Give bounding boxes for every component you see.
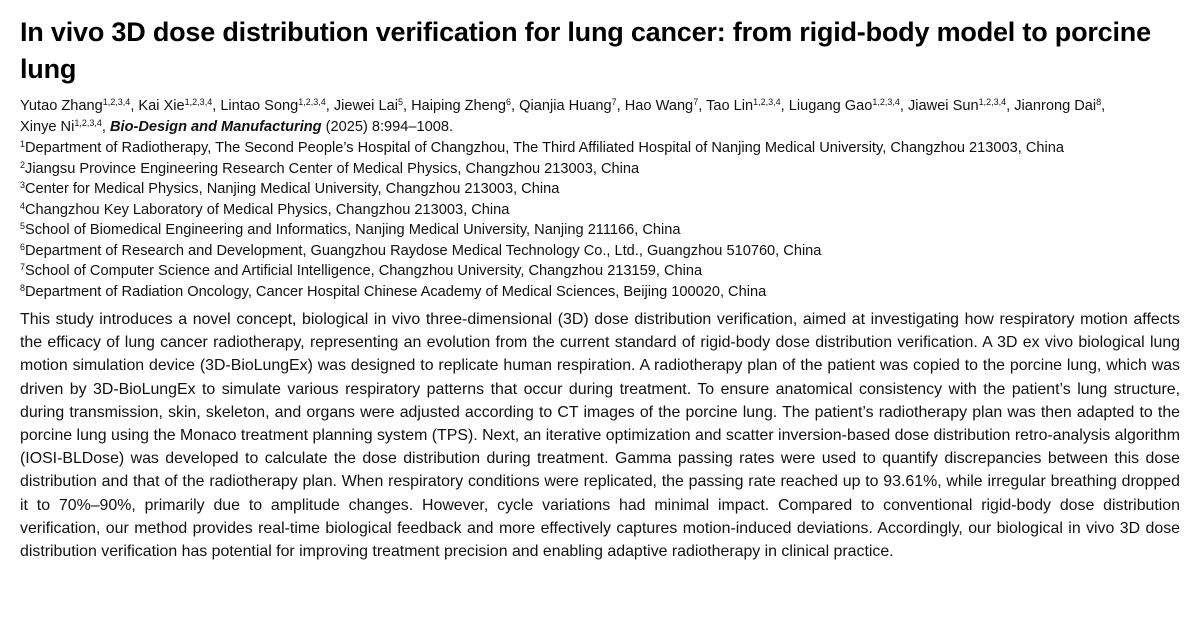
affiliation-number: 3 (20, 180, 26, 190)
author (20, 98, 130, 114)
author (334, 98, 403, 114)
affiliation (20, 179, 1180, 200)
author (789, 98, 900, 114)
author (20, 119, 102, 135)
author-affiliation-marker: 1,2,3,4 (753, 97, 781, 107)
author (220, 98, 325, 114)
author-name: Jiewei Lai (333, 98, 398, 114)
affiliation-text: Department of Radiotherapy, The Second People’s Hospital of Changzhou, The Third Affiliated Hospital of Nanjing Medical University, Changzhou 213003, China (25, 140, 1064, 156)
author-affiliation-marker: 8 (1096, 97, 1102, 107)
author-name: Liugang Gao (788, 98, 873, 114)
affiliation-number: 2 (20, 159, 26, 170)
author (138, 98, 212, 114)
author (625, 98, 698, 114)
author (908, 98, 1006, 114)
author-affiliation-marker: 6 (506, 97, 512, 107)
author-affiliation-marker: 1,2,3,4 (74, 118, 102, 128)
author-affiliation-marker: 1,2,3,4 (102, 97, 131, 107)
affiliation-text: School of Computer Science and Artificial Intelligence, Changzhou University, Changzhou 213159, China (25, 263, 703, 279)
author-name: Hao Wang (624, 98, 694, 114)
author-affiliation-marker: 7 (611, 97, 617, 107)
affiliation-text: Department of Research and Development, Guangzhou Raydose Medical Technology Co., Ltd., Guangzhou 510760, China (25, 242, 822, 259)
author (706, 98, 781, 114)
journal-name: Bio-Design and Manufacturing (109, 119, 322, 135)
author-list: Yutao Zhang$^{1,2,3,4}$, Kai Xie$^{1,2,3,4}$, Lintao Song$^{1,2,3,4}$, Jiewei Lai$^5$, Haiping Zheng$^6$, Qianjia Huang$^7$, Hao Wang$^7$, Tao Lin$^{1,2,3,4}$, Liugang Gao$^{1,2,3,4}$, Jiawei Sun$^{1,2,3,4}$, Jianrong Dai$^8$, Xinye Ni$^{1,2,3,4}$, Bio-Design and Manufacturing (2025) 8:994–1008. (20, 97, 1106, 135)
author-name: Tao Lin (706, 98, 754, 114)
affiliation (20, 138, 1180, 159)
affiliation-number: 4 (20, 200, 26, 211)
author (411, 98, 511, 114)
abstract: This study introduces a novel concept, biological in vivo three-dimensional (3D) dose distribution verification, aimed at investigating how respiratory motion affects the efficacy of lung cancer radiotherapy, representing an evolution from the current standard of rigid-body dose distribution verification. A 3D ex vivo biological lung motion simulation device (3D-BioLungEx) was designed to replicate human respiration. A radiotherapy plan of the patient was copied to the porcine lung, which was driven by 3D-BioLungEx to simulate various respiratory patterns that occur during treatment. To ensure anatomical consistency with the patient’s lung structure, during transmission, skin, skeleton, and organs were adjusted according to CT images of the porcine lung. The patient’s radiotherapy plan was then adapted to the porcine lung using the Monaco treatment planning system (TPS). Next, an iterative optimization and scatter inversion-based dose distribution retro-analysis algorithm (IOSI-BLDose) was developed to calculate the dose distribution during treatment. Gamma passing rates were used to quantify discrepancies between this dose distribution and that of the radiotherapy plan. When respiratory conditions were replicated, the passing rate reached up to 93.61%, while irregular breathing dropped it to 70%–90%, primarily due to amplitude changes. However, cycle variations had minimal impact. Compared to conventional rigid-body dose distribution verification, our method provides real-time biological feedback and more effectively captures motion-induced deviations. Accordingly, our biological in vivo 3D dose distribution verification has potential for improving treatment precision and enabling adaptive radiotherapy in clinical practice. (20, 311, 1180, 561)
affiliation-text: Department of Radiation Oncology, Cancer Hospital Chinese Academy of Medical Sciences, Beijing 100020, China (25, 283, 767, 300)
affiliation (20, 200, 1180, 221)
author-name: Jianrong Dai (1014, 98, 1097, 114)
affiliation (20, 282, 1180, 303)
affiliation-number: 7 (20, 262, 26, 272)
author-affiliation-marker: 1,2,3,4 (872, 97, 900, 107)
affiliation-text: Changzhou Key Laboratory of Medical Physics, Changzhou 213003, China (25, 201, 510, 218)
author-affiliation-marker: 1,2,3,4 (184, 97, 213, 107)
affiliation-number: 6 (20, 241, 26, 252)
affiliation (20, 220, 1180, 241)
author-name: Kai Xie (138, 98, 185, 114)
author-name: Yutao Zhang (20, 98, 103, 114)
author-name: Xinye Ni (20, 119, 75, 135)
author-name: Jiawei Sun (908, 98, 979, 114)
affiliation-text: Jiangsu Province Engineering Research Center of Medical Physics, Changzhou 213003, China (25, 160, 640, 177)
affiliation-text: School of Biomedical Engineering and Informatics, Nanjing Medical University, Nanjing 211166, China (25, 222, 681, 238)
affiliation (20, 261, 1180, 282)
affiliation (20, 241, 1180, 262)
affiliation-number: 8 (20, 282, 26, 293)
author-name: Haiping Zheng (411, 98, 507, 114)
affiliation-number: 1 (20, 139, 26, 149)
author-affiliation-marker: 5 (397, 97, 403, 107)
affiliation-number: 5 (20, 221, 26, 231)
affiliation-list (20, 138, 1180, 302)
affiliation (20, 159, 1180, 180)
affiliation-text: Center for Medical Physics, Nanjing Medical University, Changzhou 213003, China (25, 181, 560, 197)
author-affiliation-marker: 7 (693, 97, 699, 107)
author (519, 98, 617, 114)
paper-title: In vivo 3D dose distribution verification for lung cancer: from rigid-body model to porcine lung (20, 17, 1151, 84)
author-affiliation-marker: 1,2,3,4 (978, 97, 1007, 107)
author-affiliation-marker: 1,2,3,4 (298, 97, 326, 107)
author-name: Qianjia Huang (519, 98, 612, 114)
author (1014, 98, 1101, 114)
citation-details: (2025) 8:994–1008. (321, 119, 454, 135)
author-name: Lintao Song (220, 98, 299, 114)
